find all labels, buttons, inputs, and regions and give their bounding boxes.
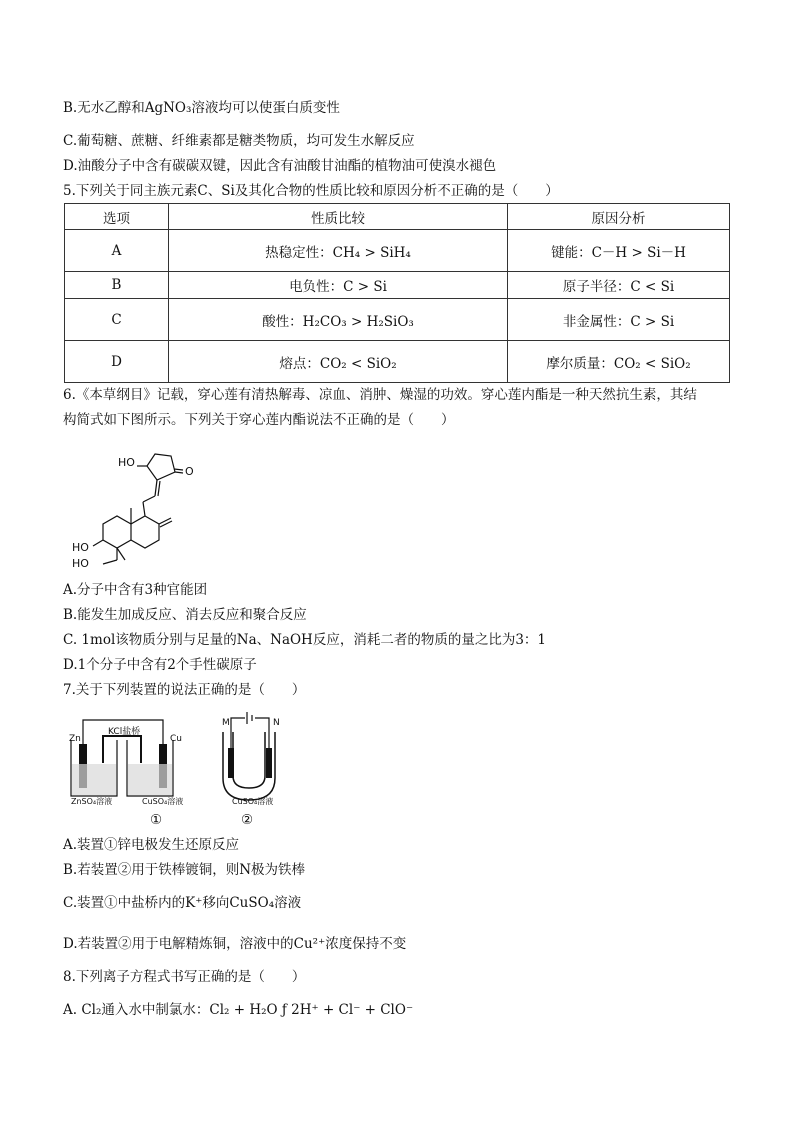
q5-cell-reason: 原子半径：C < Si — [508, 272, 730, 299]
q8-option-a: A. Cl₂通入水中制氯水：Cl₂ + H₂O ƒ 2H⁺ + Cl⁻ + ClO⁻ — [63, 1002, 414, 1018]
q6-stem-line2: 构简式如下图所示。下列关于穿心莲内酯说法不正确的是（ ） — [63, 412, 455, 428]
fig-number-2: ② — [241, 812, 254, 828]
q7-stem: 7.关于下列装置的说法正确的是（ ） — [63, 682, 306, 698]
q5-stem: 5.下列关于同主族元素C、Si及其化合物的性质比较和原因分析不正确的是（ ） — [63, 183, 559, 199]
q5-cell-reason: 非金属性：C > Si — [508, 299, 730, 341]
q6-option-a: A.分子中含有3种官能团 — [63, 582, 208, 598]
q5-header-reason: 原因分析 — [508, 204, 730, 230]
q5-header-option: 选项 — [65, 204, 169, 230]
table-row — [65, 341, 730, 383]
fig-label-n: N — [273, 718, 280, 728]
fig-label-zn: Zn — [69, 734, 81, 744]
table-row — [65, 272, 730, 299]
q5-cell-reason: 键能：C－H > Si－H — [508, 230, 730, 272]
q7-option-a: A.装置①锌电极发生还原反应 — [63, 837, 240, 853]
struct-label-ho-top: HO — [118, 456, 135, 469]
fig-label-cuso4-solution-left: CuSO₄溶液 — [142, 797, 184, 806]
fig-label-m: M — [222, 718, 230, 728]
q5-cell-prop: 酸性：H₂CO₃ > H₂SiO₃ — [169, 299, 508, 341]
q6-option-b: B.能发生加成反应、消去反应和聚合反应 — [63, 607, 307, 623]
q5-cell-opt: B — [65, 272, 169, 299]
q5-cell-opt: D — [65, 341, 169, 383]
fig-label-salt-bridge: KCl盐桥 — [108, 727, 141, 737]
struct-label-ho-mid: HO — [72, 541, 89, 554]
table-row — [65, 299, 730, 341]
q5-table — [64, 203, 730, 383]
q6-option-c: C. 1mol该物质分别与足量的Na、NaOH反应，消耗二者的物质的量之比为3：1 — [63, 632, 547, 648]
fig-label-cuso4-solution-u: CuSO₄溶液 — [232, 797, 274, 806]
q5-cell-reason: 摩尔质量：CO₂ < SiO₂ — [508, 341, 730, 383]
q4-option-b: B.无水乙醇和AgNO₃溶液均可以使蛋白质变性 — [63, 100, 340, 116]
fig-label-znso4-solution: ZnSO₄溶液 — [71, 797, 113, 806]
q5-cell-prop: 电负性：C > Si — [169, 272, 508, 299]
struct-label-ho-bottom: HO — [72, 557, 89, 570]
q7-option-c: C.装置①中盐桥内的K⁺移向CuSO₄溶液 — [63, 895, 302, 911]
q4-option-c: C.葡萄糖、蔗糖、纤维素都是糖类物质，均可发生水解反应 — [63, 133, 415, 149]
struct-label-o: O — [185, 465, 194, 478]
q6-stem-line1: 6.《本草纲目》记载，穿心莲有清热解毒、凉血、消肿、燥湿的功效。穿心莲内酯是一种天然抗生素，其结 — [63, 387, 697, 403]
q5-cell-prop: 熔点：CO₂ < SiO₂ — [169, 341, 508, 383]
fig-label-cu: Cu — [170, 734, 182, 744]
fig-number-1: ① — [150, 812, 163, 828]
q7-option-b: B.若装置②用于铁棒镀铜，则N极为铁棒 — [63, 862, 306, 878]
q5-header-property: 性质比较 — [169, 204, 508, 230]
table-row — [65, 230, 730, 272]
q5-cell-opt: A — [65, 230, 169, 272]
q4-option-d: D.油酸分子中含有碳碳双键，因此含有油酸甘油酯的植物油可使溴水褪色 — [63, 158, 497, 174]
q5-cell-opt: C — [65, 299, 169, 341]
q5-cell-prop: 热稳定性：CH₄ > SiH₄ — [169, 230, 508, 272]
q6-option-d: D.1个分子中含有2个手性碳原子 — [63, 657, 257, 673]
q8-stem: 8.下列离子方程式书写正确的是（ ） — [63, 969, 306, 985]
q7-option-d: D.若装置②用于电解精炼铜，溶液中的Cu²⁺浓度保持不变 — [63, 936, 407, 952]
